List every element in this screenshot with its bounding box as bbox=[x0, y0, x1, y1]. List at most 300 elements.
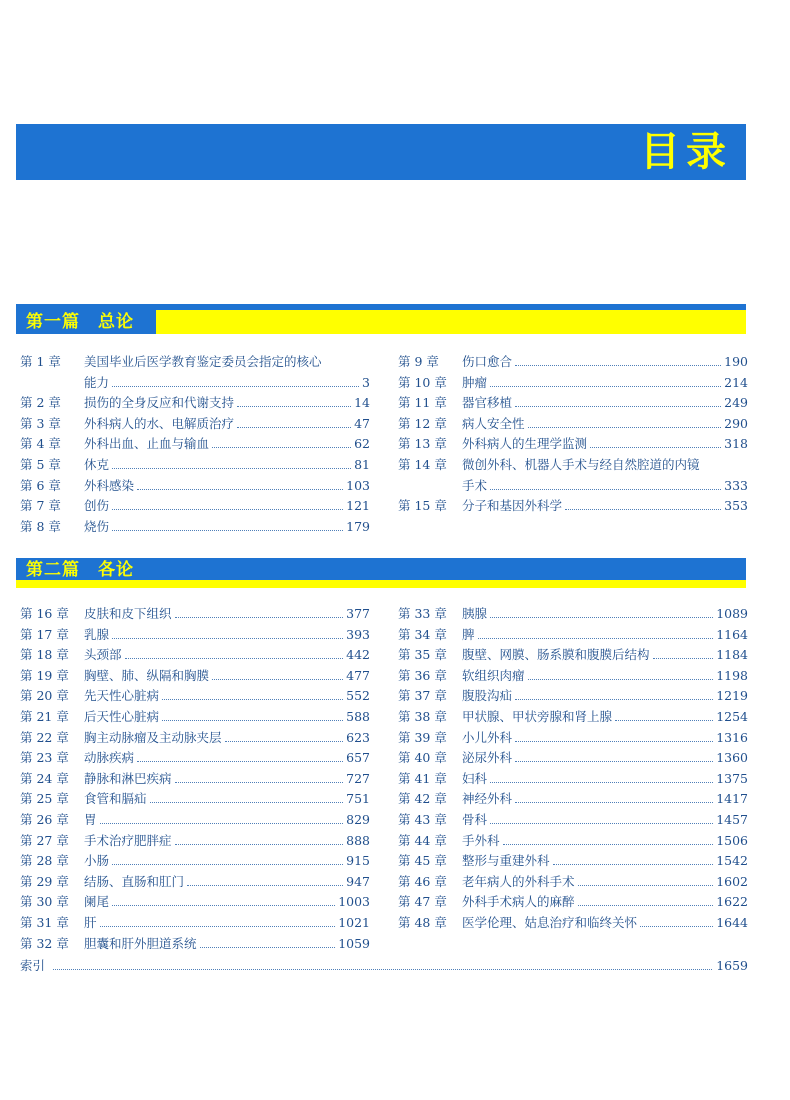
chapter-title: 美国毕业后医学教育鉴定委员会指定的核心 bbox=[84, 354, 322, 369]
chapter-title: 烧伤 bbox=[84, 518, 110, 534]
toc-entry[interactable] bbox=[398, 789, 748, 810]
page-number: 47 bbox=[354, 415, 370, 431]
chapter-title: 分子和基因外科学 bbox=[462, 498, 563, 514]
chapter-number: 第 4 章 bbox=[20, 436, 61, 452]
dot-leader bbox=[112, 509, 343, 510]
toc-entry[interactable] bbox=[20, 373, 370, 394]
chapter-number: 第 21 章 bbox=[20, 708, 69, 724]
toc-entry[interactable] bbox=[20, 496, 370, 517]
page-number: 121 bbox=[346, 498, 370, 514]
part-1-left-column bbox=[20, 352, 370, 537]
entry-line bbox=[84, 517, 370, 538]
entry-line bbox=[462, 831, 748, 852]
page-title: 目录 bbox=[640, 129, 732, 175]
chapter-title: 皮肤和皮下组织 bbox=[84, 606, 172, 621]
dot-leader bbox=[175, 617, 344, 618]
chapter-title: 损伤的全身反应和代谢支持 bbox=[84, 395, 235, 411]
chapter-number: 第 36 章 bbox=[398, 667, 447, 683]
toc-entry[interactable] bbox=[398, 496, 748, 517]
page-number: 1059 bbox=[338, 935, 370, 951]
page-number: 947 bbox=[346, 873, 370, 889]
chapter-title: 头颈部 bbox=[84, 647, 122, 663]
chapter-number: 第 38 章 bbox=[398, 708, 447, 724]
entry-line bbox=[84, 625, 370, 646]
page-number: 14 bbox=[354, 395, 370, 411]
chapter-title: 结肠、直肠和肛门 bbox=[84, 873, 185, 889]
chapter-title: 脾 bbox=[462, 626, 475, 642]
page-number: 829 bbox=[346, 811, 370, 827]
entry-line bbox=[84, 434, 370, 455]
chapter-title: 软组织肉瘤 bbox=[462, 667, 525, 683]
index-leader bbox=[53, 969, 712, 970]
page-number: 1184 bbox=[716, 647, 748, 663]
entry-line bbox=[462, 707, 748, 728]
chapter-title: 后天性心脏病 bbox=[84, 708, 160, 724]
toc-entry[interactable] bbox=[398, 810, 748, 831]
page-number: 915 bbox=[346, 853, 370, 869]
page-number: 1457 bbox=[716, 811, 748, 827]
dot-leader bbox=[150, 802, 344, 803]
dot-leader bbox=[503, 844, 714, 845]
toc-entry[interactable] bbox=[398, 373, 748, 394]
dot-leader bbox=[490, 489, 721, 490]
toc-entry[interactable] bbox=[20, 728, 370, 749]
page-number: 751 bbox=[346, 791, 370, 807]
page-number: 103 bbox=[346, 477, 370, 493]
dot-leader bbox=[478, 638, 714, 639]
entry-line bbox=[462, 913, 748, 934]
chapter-title: 泌尿外科 bbox=[462, 750, 513, 766]
chapter-title: 胸主动脉瘤及主动脉夹层 bbox=[84, 729, 222, 745]
chapter-number: 第 3 章 bbox=[20, 415, 61, 431]
part-2-label: 第二篇 各论 bbox=[26, 560, 134, 580]
dot-leader bbox=[578, 905, 714, 906]
page-number: 1644 bbox=[716, 914, 748, 930]
chapter-title: 手术 bbox=[462, 477, 488, 493]
toc-entry[interactable] bbox=[398, 352, 748, 373]
toc-entry[interactable] bbox=[398, 913, 748, 934]
chapter-title: 外科感染 bbox=[84, 477, 135, 493]
entry-line bbox=[462, 769, 748, 790]
toc-entry[interactable] bbox=[20, 913, 370, 934]
toc-entry[interactable] bbox=[398, 707, 748, 728]
page-number: 1089 bbox=[716, 606, 748, 621]
chapter-number: 第 30 章 bbox=[20, 894, 69, 910]
chapter-number: 第 17 章 bbox=[20, 626, 69, 642]
chapter-title: 神经外科 bbox=[462, 791, 513, 807]
chapter-title: 肝 bbox=[84, 914, 97, 930]
chapter-title: 先天性心脏病 bbox=[84, 688, 160, 704]
chapter-number: 第 32 章 bbox=[20, 935, 69, 951]
part-2-right-column bbox=[398, 604, 748, 934]
toc-entry[interactable] bbox=[398, 851, 748, 872]
dot-leader bbox=[590, 447, 721, 448]
dot-leader bbox=[187, 885, 343, 886]
chapter-title: 能力 bbox=[84, 374, 110, 390]
chapter-title: 甲状腺、甲状旁腺和肾上腺 bbox=[462, 708, 613, 724]
chapter-title: 外科病人的生理学监测 bbox=[462, 436, 588, 452]
page-number: 3 bbox=[362, 374, 370, 390]
chapter-number: 第 14 章 bbox=[398, 456, 447, 472]
chapter-number: 第 20 章 bbox=[20, 688, 69, 704]
chapter-title: 骨科 bbox=[462, 811, 488, 827]
chapter-number: 第 41 章 bbox=[398, 770, 447, 786]
entry-line bbox=[84, 496, 370, 517]
toc-entry[interactable] bbox=[20, 352, 370, 373]
toc-entry[interactable] bbox=[20, 414, 370, 435]
page-number: 1417 bbox=[716, 791, 748, 807]
chapter-number: 第 24 章 bbox=[20, 770, 69, 786]
chapter-title: 乳腺 bbox=[84, 626, 110, 642]
chapter-number: 第 19 章 bbox=[20, 667, 69, 683]
entry-line bbox=[84, 810, 370, 831]
toc-entry[interactable] bbox=[398, 686, 748, 707]
chapter-number: 第 18 章 bbox=[20, 647, 69, 663]
toc-entry[interactable] bbox=[398, 476, 748, 497]
toc-entry[interactable] bbox=[20, 892, 370, 913]
chapter-title: 食管和膈疝 bbox=[84, 791, 147, 807]
chapter-title: 手术治疗肥胖症 bbox=[84, 832, 172, 848]
chapter-number: 第 33 章 bbox=[398, 606, 447, 621]
dot-leader bbox=[162, 720, 343, 721]
chapter-number: 第 9 章 bbox=[398, 354, 439, 369]
toc-entry[interactable] bbox=[398, 393, 748, 414]
dot-leader bbox=[162, 699, 343, 700]
entry-line bbox=[462, 393, 748, 414]
entry-line bbox=[84, 455, 370, 476]
toc-entry[interactable] bbox=[398, 831, 748, 852]
page-number: 353 bbox=[724, 498, 748, 514]
page-number: 657 bbox=[346, 750, 370, 766]
page-number: 888 bbox=[346, 832, 370, 848]
chapter-title: 肿瘤 bbox=[462, 374, 488, 390]
entry-line bbox=[462, 414, 748, 435]
dot-leader bbox=[175, 844, 344, 845]
toc-entry[interactable] bbox=[20, 851, 370, 872]
toc-entry[interactable] bbox=[398, 892, 748, 913]
page-number: 214 bbox=[724, 374, 748, 390]
entry-line bbox=[84, 892, 370, 913]
chapter-number: 第 12 章 bbox=[398, 415, 447, 431]
entry-line bbox=[462, 666, 748, 687]
entry-line bbox=[84, 414, 370, 435]
part-1-right-column bbox=[398, 352, 748, 517]
entry-line bbox=[84, 748, 370, 769]
toc-entry[interactable] bbox=[20, 517, 370, 538]
chapter-number: 第 29 章 bbox=[20, 873, 69, 889]
chapter-number: 第 2 章 bbox=[20, 395, 61, 411]
dot-leader bbox=[212, 679, 343, 680]
entry-line bbox=[84, 604, 370, 625]
dot-leader bbox=[490, 823, 713, 824]
dot-leader bbox=[237, 406, 351, 407]
entry-line bbox=[84, 872, 370, 893]
entry-line bbox=[84, 393, 370, 414]
entry-line bbox=[462, 872, 748, 893]
entry-line bbox=[462, 434, 748, 455]
page-number: 477 bbox=[346, 667, 370, 683]
toc-entry[interactable] bbox=[398, 728, 748, 749]
entry-line bbox=[84, 645, 370, 666]
chapter-number: 第 13 章 bbox=[398, 436, 447, 452]
page-number: 1542 bbox=[716, 853, 748, 869]
page-number: 190 bbox=[724, 354, 748, 369]
chapter-number: 第 10 章 bbox=[398, 374, 447, 390]
chapter-title: 动脉疾病 bbox=[84, 750, 135, 766]
dot-leader bbox=[112, 864, 343, 865]
chapter-title: 外科手术病人的麻醉 bbox=[462, 894, 575, 910]
toc-entry[interactable] bbox=[20, 604, 370, 625]
entry-line bbox=[462, 892, 748, 913]
page-number: 588 bbox=[346, 708, 370, 724]
chapter-number: 第 45 章 bbox=[398, 853, 447, 869]
page-number: 290 bbox=[724, 415, 748, 431]
chapter-number: 第 35 章 bbox=[398, 647, 447, 663]
chapter-number: 第 27 章 bbox=[20, 832, 69, 848]
chapter-number: 第 7 章 bbox=[20, 498, 61, 514]
entry-line bbox=[84, 666, 370, 687]
entry-line bbox=[462, 810, 748, 831]
chapter-title: 外科病人的水、电解质治疗 bbox=[84, 415, 235, 431]
toc-entry[interactable] bbox=[20, 707, 370, 728]
chapter-number: 第 34 章 bbox=[398, 626, 447, 642]
chapter-number: 第 16 章 bbox=[20, 606, 69, 621]
entry-line bbox=[84, 728, 370, 749]
entry-line bbox=[84, 352, 370, 373]
chapter-number: 第 6 章 bbox=[20, 477, 61, 493]
entry-line bbox=[84, 934, 370, 955]
toc-entry[interactable] bbox=[20, 645, 370, 666]
chapter-title: 腹壁、网膜、肠系膜和腹膜后结构 bbox=[462, 647, 650, 663]
entry-line bbox=[462, 455, 748, 476]
toc-entry[interactable] bbox=[20, 455, 370, 476]
entry-line bbox=[462, 851, 748, 872]
dot-leader bbox=[100, 823, 344, 824]
toc-entry[interactable] bbox=[398, 455, 748, 476]
dot-leader bbox=[137, 761, 343, 762]
toc-entry[interactable] bbox=[20, 831, 370, 852]
chapter-number: 第 5 章 bbox=[20, 456, 61, 472]
page-number: 393 bbox=[346, 626, 370, 642]
dot-leader bbox=[112, 638, 343, 639]
chapter-number: 第 48 章 bbox=[398, 914, 447, 930]
page-number: 1219 bbox=[716, 688, 748, 704]
dot-leader bbox=[490, 782, 713, 783]
toc-entry[interactable] bbox=[20, 872, 370, 893]
dot-leader bbox=[225, 741, 344, 742]
toc-entry[interactable] bbox=[398, 872, 748, 893]
chapter-number: 第 46 章 bbox=[398, 873, 447, 889]
chapter-title: 老年病人的外科手术 bbox=[462, 873, 575, 889]
page-number: 318 bbox=[724, 436, 748, 452]
page-number: 727 bbox=[346, 770, 370, 786]
chapter-title: 静脉和淋巴疾病 bbox=[84, 770, 172, 786]
chapter-number: 第 23 章 bbox=[20, 750, 69, 766]
page-number: 333 bbox=[724, 477, 748, 493]
chapter-title: 小儿外科 bbox=[462, 729, 513, 745]
toc-entry[interactable] bbox=[20, 393, 370, 414]
toc-entry[interactable] bbox=[398, 645, 748, 666]
chapter-number: 第 40 章 bbox=[398, 750, 447, 766]
page-number: 442 bbox=[346, 647, 370, 663]
entry-line bbox=[84, 476, 370, 497]
toc-entry[interactable] bbox=[20, 476, 370, 497]
dot-leader bbox=[175, 782, 344, 783]
chapter-title: 创伤 bbox=[84, 498, 110, 514]
entry-line bbox=[462, 625, 748, 646]
chapter-number: 第 43 章 bbox=[398, 811, 447, 827]
chapter-number: 第 42 章 bbox=[398, 791, 447, 807]
entry-line bbox=[84, 769, 370, 790]
entry-line bbox=[84, 789, 370, 810]
chapter-number: 第 1 章 bbox=[20, 354, 61, 369]
chapter-number: 第 11 章 bbox=[398, 395, 447, 411]
dot-leader bbox=[112, 905, 335, 906]
toc-entry[interactable] bbox=[398, 434, 748, 455]
entry-line bbox=[462, 728, 748, 749]
dot-leader bbox=[112, 386, 359, 387]
toc-entry[interactable] bbox=[20, 810, 370, 831]
chapter-number: 第 8 章 bbox=[20, 518, 61, 534]
chapter-number: 第 31 章 bbox=[20, 914, 69, 930]
page-number: 1021 bbox=[338, 914, 370, 930]
chapter-title: 妇科 bbox=[462, 770, 488, 786]
chapter-number: 第 15 章 bbox=[398, 498, 447, 514]
chapter-number: 第 47 章 bbox=[398, 894, 447, 910]
dot-leader bbox=[528, 427, 722, 428]
page-number: 1316 bbox=[716, 729, 748, 745]
chapter-title: 器官移植 bbox=[462, 395, 513, 411]
dot-leader bbox=[515, 741, 713, 742]
toc-entry[interactable] bbox=[20, 686, 370, 707]
chapter-title: 外科出血、止血与输血 bbox=[84, 436, 210, 452]
page-number: 1254 bbox=[716, 708, 748, 724]
chapter-title: 小肠 bbox=[84, 853, 110, 869]
toc-entry[interactable] bbox=[398, 604, 748, 625]
page-number: 62 bbox=[354, 436, 370, 452]
page-number: 1602 bbox=[716, 873, 748, 889]
entry-line bbox=[84, 686, 370, 707]
dot-leader bbox=[515, 699, 713, 700]
entry-line bbox=[462, 748, 748, 769]
entry-line bbox=[462, 476, 748, 497]
page-number: 1198 bbox=[716, 667, 748, 683]
entry-line bbox=[462, 373, 748, 394]
page-number: 179 bbox=[346, 518, 370, 534]
toc-entry[interactable] bbox=[20, 434, 370, 455]
page-number: 552 bbox=[346, 688, 370, 704]
part-2-header bbox=[16, 558, 746, 588]
page-number: 1164 bbox=[716, 626, 748, 642]
toc-entry[interactable] bbox=[20, 934, 370, 955]
dot-leader bbox=[112, 468, 351, 469]
dot-leader bbox=[515, 761, 713, 762]
dot-leader bbox=[200, 947, 336, 948]
entry-line bbox=[462, 604, 748, 625]
chapter-number: 第 37 章 bbox=[398, 688, 447, 704]
chapter-number: 第 22 章 bbox=[20, 729, 69, 745]
dot-leader bbox=[137, 489, 343, 490]
toc-entry[interactable] bbox=[20, 789, 370, 810]
chapter-title: 胸壁、肺、纵隔和胸膜 bbox=[84, 667, 210, 683]
entry-line bbox=[462, 789, 748, 810]
toc-entry[interactable] bbox=[398, 625, 748, 646]
dot-leader bbox=[515, 365, 721, 366]
part-1-label: 第一篇 总论 bbox=[26, 312, 134, 332]
chapter-title: 腹股沟疝 bbox=[462, 688, 513, 704]
entry-line bbox=[84, 707, 370, 728]
toc-entry[interactable] bbox=[398, 414, 748, 435]
dot-leader bbox=[528, 679, 714, 680]
chapter-title: 阑尾 bbox=[84, 894, 110, 910]
index-page: 1659 bbox=[716, 958, 748, 973]
toc-entry[interactable] bbox=[20, 625, 370, 646]
dot-leader bbox=[490, 386, 721, 387]
chapter-title: 医学伦理、姑息治疗和临终关怀 bbox=[462, 914, 638, 930]
chapter-title: 胃 bbox=[84, 811, 97, 827]
page-number: 1375 bbox=[716, 770, 748, 786]
entry-line bbox=[84, 851, 370, 872]
dot-leader bbox=[553, 864, 714, 865]
toc-entry[interactable] bbox=[20, 666, 370, 687]
page-number: 1622 bbox=[716, 894, 748, 910]
entry-line bbox=[462, 645, 748, 666]
dot-leader bbox=[640, 926, 713, 927]
page-number: 249 bbox=[724, 395, 748, 411]
dot-leader bbox=[515, 406, 721, 407]
toc-entry[interactable] bbox=[20, 769, 370, 790]
chapter-title: 伤口愈合 bbox=[462, 354, 513, 369]
chapter-number: 第 25 章 bbox=[20, 791, 69, 807]
entry-line bbox=[462, 496, 748, 517]
page-number: 1360 bbox=[716, 750, 748, 766]
entry-line bbox=[462, 686, 748, 707]
chapter-title: 休克 bbox=[84, 456, 110, 472]
entry-line bbox=[84, 373, 370, 394]
entry-line bbox=[462, 352, 748, 373]
dot-leader bbox=[565, 509, 721, 510]
dot-leader bbox=[237, 427, 351, 428]
index-title: 索引 bbox=[20, 958, 46, 973]
dot-leader bbox=[125, 658, 344, 659]
toc-entry[interactable] bbox=[20, 748, 370, 769]
chapter-title: 胆囊和肝外胆道系统 bbox=[84, 935, 197, 951]
title-banner bbox=[16, 124, 746, 180]
dot-leader bbox=[100, 926, 336, 927]
toc-entry[interactable] bbox=[398, 769, 748, 790]
dot-leader bbox=[112, 530, 343, 531]
entry-line bbox=[84, 913, 370, 934]
index-entry[interactable] bbox=[20, 956, 748, 976]
toc-entry[interactable] bbox=[398, 748, 748, 769]
page-number: 377 bbox=[346, 606, 370, 621]
dot-leader bbox=[515, 802, 713, 803]
dot-leader bbox=[212, 447, 351, 448]
page-number: 1506 bbox=[716, 832, 748, 848]
chapter-number: 第 26 章 bbox=[20, 811, 69, 827]
part-1-header bbox=[16, 304, 746, 334]
page-number: 623 bbox=[346, 729, 370, 745]
entry-line bbox=[84, 831, 370, 852]
dot-leader bbox=[490, 617, 713, 618]
chapter-number: 第 44 章 bbox=[398, 832, 447, 848]
page-number: 81 bbox=[354, 456, 370, 472]
toc-entry[interactable] bbox=[398, 666, 748, 687]
chapter-number: 第 39 章 bbox=[398, 729, 447, 745]
chapter-number: 第 28 章 bbox=[20, 853, 69, 869]
chapter-title: 整形与重建外科 bbox=[462, 853, 550, 869]
chapter-title: 微创外科、机器人手术与经自然腔道的内镜 bbox=[462, 456, 700, 472]
